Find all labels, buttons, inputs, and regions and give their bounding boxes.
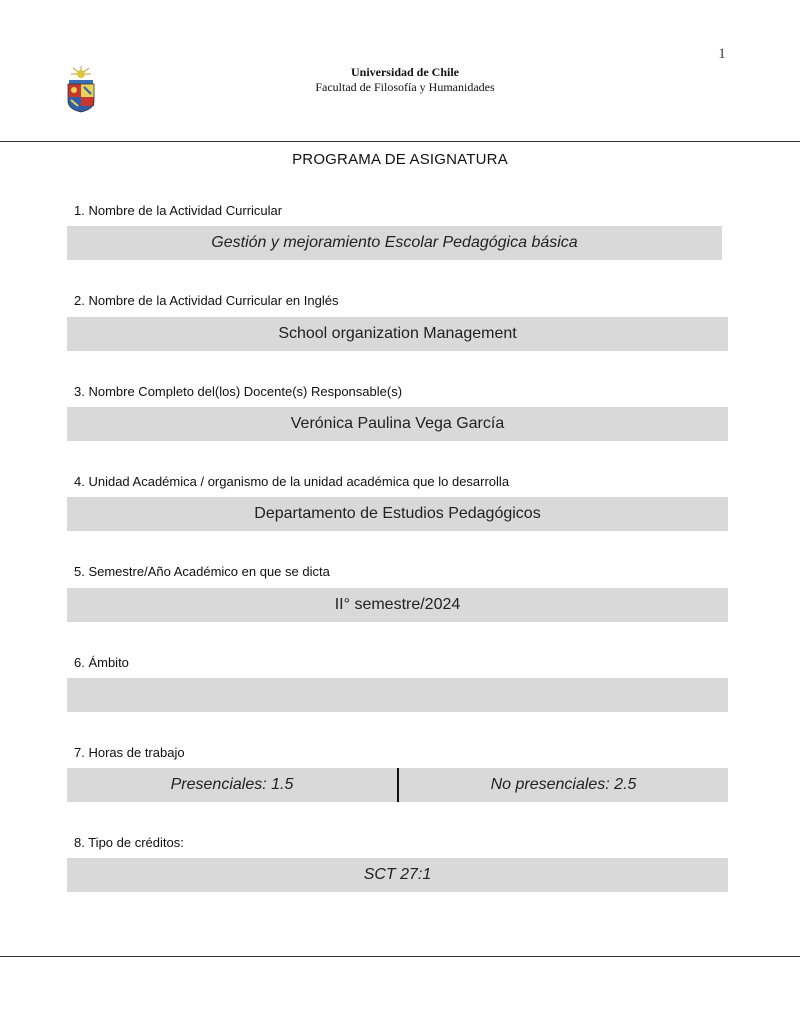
field-label-horas: 7. Horas de trabajo xyxy=(74,745,185,760)
field-value-nombre: Gestión y mejoramiento Escolar Pedagógica básica xyxy=(67,226,722,260)
field-label-creditos: 8. Tipo de créditos: xyxy=(74,835,184,850)
field-label-docentes: 3. Nombre Completo del(los) Docente(s) Responsable(s) xyxy=(74,384,403,399)
university-crest-icon xyxy=(64,65,98,113)
faculty-name: Facultad de Filosofía y Humanidades xyxy=(315,80,495,94)
document-title: PROGRAMA DE ASIGNATURA xyxy=(292,151,508,168)
field-label-nombre: 1. Nombre de la Actividad Curricular xyxy=(74,203,283,218)
field-label-ambito: 6. Ámbito xyxy=(74,655,129,670)
university-name: Universidad de Chile xyxy=(350,65,459,79)
horas-presenciales: Presenciales: 1.5 xyxy=(170,776,294,793)
field-value-creditos: SCT 27:1 xyxy=(67,858,728,892)
footer-divider xyxy=(0,956,800,957)
institution-header xyxy=(250,65,560,95)
field-value-ambito xyxy=(67,678,728,712)
field-value-horas xyxy=(67,768,728,802)
field-value-docentes: Verónica Paulina Vega García xyxy=(67,407,728,441)
field-label-semestre: 5. Semestre/Año Académico en que se dicta xyxy=(74,564,330,579)
field-label-unidad-academica: 4. Unidad Académica / organismo de la unidad académica que lo desarrolla xyxy=(74,474,510,489)
field-label-nombre-ingles: 2. Nombre de la Actividad Curricular en Inglés xyxy=(74,293,339,308)
header-divider xyxy=(0,141,800,142)
field-value-semestre: II° semestre/2024 xyxy=(67,588,728,622)
page-number: 1 xyxy=(718,46,726,62)
field-value-unidad-academica: Departamento de Estudios Pedagógicos xyxy=(67,497,728,531)
field-value-nombre-ingles: School organization Management xyxy=(67,317,728,351)
horas-no-presenciales: No presenciales: 2.5 xyxy=(490,776,637,793)
